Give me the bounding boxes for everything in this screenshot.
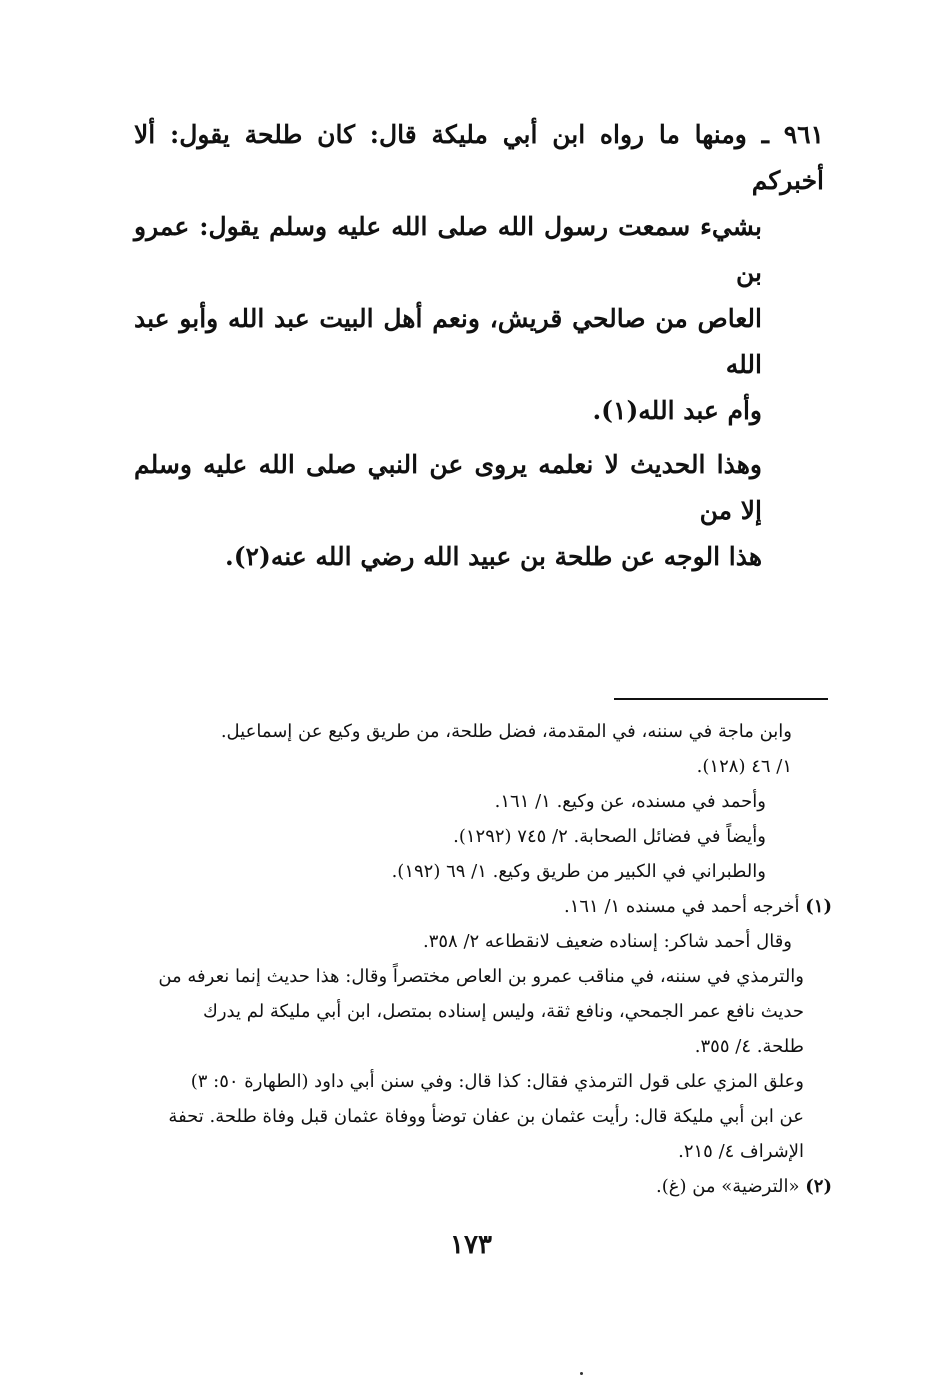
hadith-number: ٩٦١ ـ (761, 120, 824, 149)
footnote-2-text: «الترضية» من (غ). (655, 1176, 800, 1197)
footnote-line: حديث نافع عمر الجمحي، ونافع ثقة، وليس إسناده بمتصل، ابن أبي مليكة لم يدرك (203, 1001, 804, 1022)
commentary-paragraph (134, 442, 824, 580)
footnote-1-text: أخرجه أحمد في مسنده ١/ ١٦١. (563, 896, 800, 917)
footnote-1-marker: (١) (805, 896, 832, 917)
footnote-line: والطبراني في الكبير من طريق وكيع. ١/ ٦٩ (١٩٢). (391, 861, 766, 882)
hadith-line-4: وأم عبد الله(١). (592, 396, 762, 425)
hadith-line-3: العاص من صالحي قريش، ونعم أهل البيت عبد الله وأبو عبد الله (134, 304, 762, 379)
commentary-line-1: وهذا الحديث لا نعلمه يروى عن النبي صلى الله عليه وسلم إلا من (134, 450, 762, 525)
footnote-line: وعلق المزي على قول الترمذي فقال: كذا قال: وفي سنن أبي داود (الطهارة ٥٠: ٣) (190, 1071, 804, 1092)
footnote-line: والترمذي في سننه، في مناقب عمرو بن العاص مختصراً وقال: هذا حديث إنما نعرفه من (158, 966, 804, 987)
hadith-first-line (134, 120, 824, 195)
footnote-line: طلحة. ٤/ ٣٥٥. (694, 1036, 804, 1057)
footnote-line: وابن ماجة في سننه، في المقدمة، فضل طلحة، من طريق وكيع عن إسماعيل. (220, 721, 792, 742)
page-number: ١٧٣ (450, 1230, 492, 1260)
footnotes-block (132, 714, 832, 1204)
footnote-1 (132, 889, 832, 924)
main-text-block (134, 112, 824, 580)
commentary-line-2: هذا الوجه عن طلحة بن عبيد الله رضي الله عنه(٢). (225, 542, 762, 571)
footnote-line: وأحمد في مسنده، عن وكيع. ١/ ١٦١. (494, 791, 766, 812)
footnote-2 (132, 1169, 832, 1204)
scan-speck (580, 1372, 583, 1375)
footnote-line: وقال أحمد شاكر: إسناده ضعيف لانقطاعه ٢/ ٣٥٨. (422, 931, 792, 952)
footnote-separator (614, 698, 828, 700)
footnote-line: وأيضاً في فضائل الصحابة. ٢/ ٧٤٥ (١٢٩٢). (453, 826, 766, 847)
footnote-line: عن ابن أبي مليكة قال: رأيت عثمان بن عفان توضأ ووفاة عثمان قبل وفاة طلحة. تحفة (168, 1106, 804, 1127)
hadith-paragraph (134, 112, 824, 434)
footnote-2-marker: (٢) (805, 1176, 832, 1197)
footnote-line: ١/ ٤٦ (١٢٨). (696, 756, 792, 777)
hadith-line-2: بشيء سمعت رسول الله صلى الله عليه وسلم يقول: عمرو بن (134, 212, 762, 287)
hadith-line-1: ومنها ما رواه ابن أبي مليكة قال: كان طلحة يقول: ألا أخبركم (134, 120, 824, 195)
footnote-line: الإشراف ٤/ ٢١٥. (678, 1141, 804, 1162)
